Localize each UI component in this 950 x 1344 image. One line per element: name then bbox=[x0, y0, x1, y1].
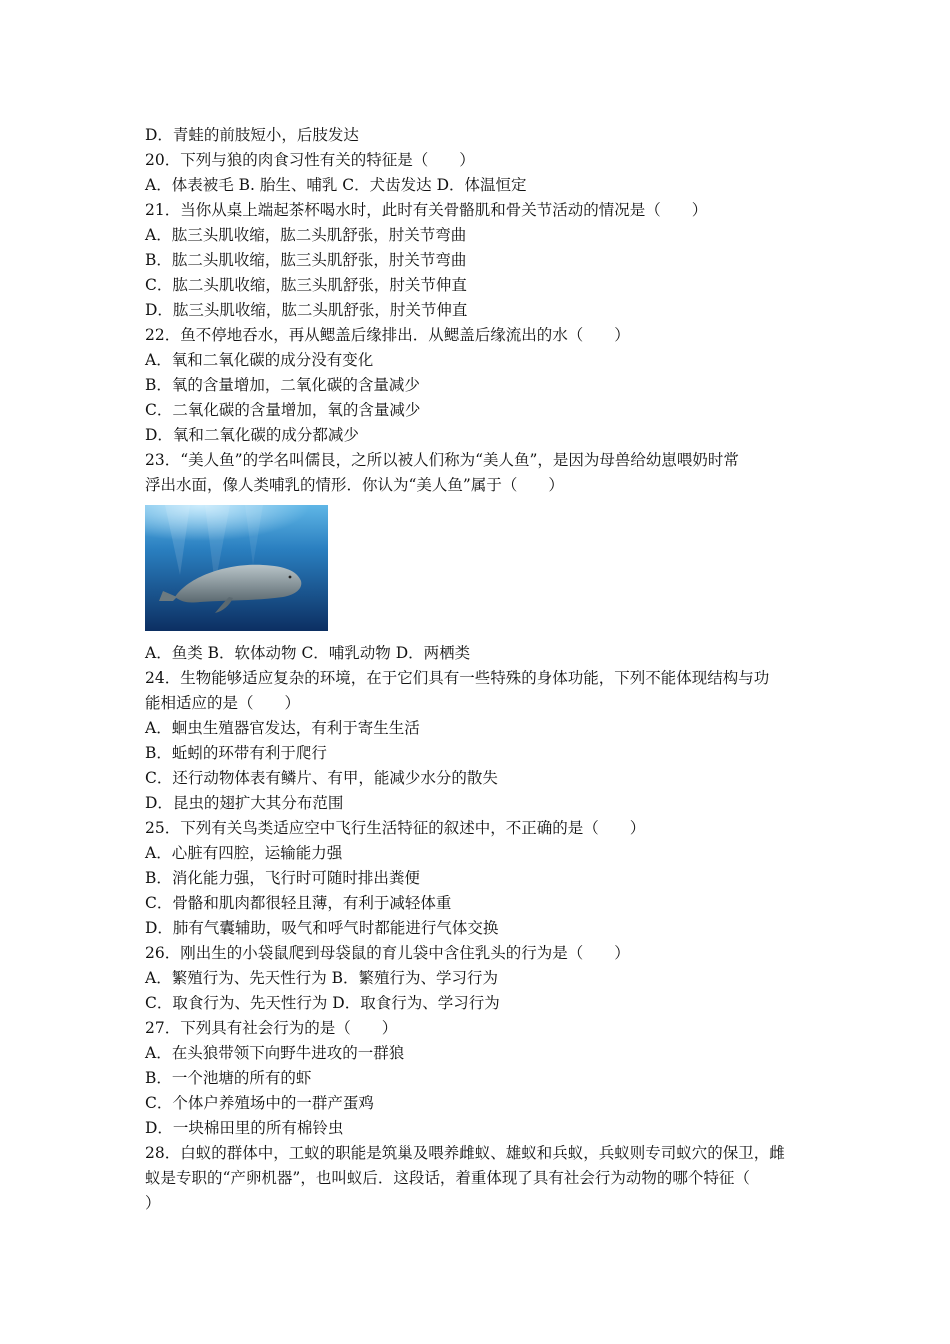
question-text-line: 26．刚出生的小袋鼠爬到母袋鼠的育儿袋中含住乳头的行为是（ ） bbox=[145, 944, 630, 962]
question-text-line: 21．当你从桌上端起茶杯喝水时，此时有关骨骼肌和骨关节活动的情况是（ ） bbox=[145, 201, 708, 219]
question-text-line: C．骨骼和肌肉都很轻且薄，有利于减轻体重 bbox=[145, 894, 452, 912]
question-text-line: C．二氧化碳的含量增加，氧的含量减少 bbox=[145, 401, 421, 419]
question-text-line: D．青蛙的前肢短小，后肢发达 bbox=[145, 126, 359, 144]
question-content bbox=[145, 123, 810, 1216]
question-text-line: A．鱼类 B．软体动物 C．哺乳动物 D．两栖类 bbox=[145, 644, 471, 662]
question-text-line: B．肱二头肌收缩，肱三头肌舒张，肘关节弯曲 bbox=[145, 251, 467, 269]
dugong-icon bbox=[145, 505, 328, 631]
question-text-line: B．氧的含量增加，二氧化碳的含量减少 bbox=[145, 376, 420, 394]
question-text-line: 25．下列有关鸟类适应空中飞行生活特征的叙述中，不正确的是（ ） bbox=[145, 819, 646, 837]
question-text-line: B．消化能力强，飞行时可随时排出粪便 bbox=[145, 869, 420, 887]
question-text-line: A．蛔虫生殖器官发达，有利于寄生生活 bbox=[145, 719, 420, 737]
question-text-line: C．肱二头肌收缩，肱三头肌舒张，肘关节伸直 bbox=[145, 276, 467, 294]
question-text-line: A．肱三头肌收缩，肱二头肌舒张，肘关节弯曲 bbox=[145, 226, 467, 244]
question-text-line: A．在头狼带领下向野牛进攻的一群狼 bbox=[145, 1044, 405, 1062]
question-text-line: D．昆虫的翅扩大其分布范围 bbox=[145, 794, 344, 812]
question-text-line: C．还行动物体表有鳞片、有甲，能减少水分的散失 bbox=[145, 769, 498, 787]
question-text-line: D．肱三头肌收缩，肱二头肌舒张，肘关节伸直 bbox=[145, 301, 468, 319]
question-text-line: C．取食行为、先天性行为 D．取食行为、学习行为 bbox=[145, 994, 500, 1012]
questions-block-1 bbox=[145, 123, 810, 498]
question-text-line: 22．鱼不停地吞水，再从鳃盖后缘排出．从鳃盖后缘流出的水（ ） bbox=[145, 326, 630, 344]
question-text-line: 浮出水面，像人类哺乳的情形．你认为“美人鱼”属于（ ） bbox=[145, 476, 564, 494]
questions-block-2 bbox=[145, 641, 810, 1216]
question-text-line: 能相适应的是（ ） bbox=[145, 694, 301, 712]
question-text-line: 24．生物能够适应复杂的环境，在于它们具有一些特殊的身体功能，下列不能体现结构与功 bbox=[145, 669, 770, 687]
question-text-line: B．一个池塘的所有的虾 bbox=[145, 1069, 312, 1087]
question-text-line: 28．白蚁的群体中，工蚁的职能是筑巢及喂养雌蚁、雄蚁和兵蚁，兵蚁则专司蚁穴的保卫，雌 bbox=[145, 1144, 785, 1162]
question-text-line: 27．下列具有社会行为的是（ ） bbox=[145, 1019, 398, 1037]
question-text-line: 20．下列与狼的肉食习性有关的特征是（ ） bbox=[145, 151, 475, 169]
question-text-line: D．一块棉田里的所有棉铃虫 bbox=[145, 1119, 344, 1137]
question-text-line: 蚁是专职的“产卵机器”，也叫蚁后．这段话，着重体现了具有社会行为动物的哪个特征（ bbox=[145, 1169, 750, 1187]
question-text-line: A．体表被毛 B. 胎生、哺乳 C．犬齿发达 D．体温恒定 bbox=[145, 176, 527, 194]
question-text-line: A．繁殖行为、先天性行为 B．繁殖行为、学习行为 bbox=[145, 969, 499, 987]
question-text-line: A．心脏有四腔，运输能力强 bbox=[145, 844, 343, 862]
question-text-line: D．肺有气囊辅助，吸气和呼气时都能进行气体交换 bbox=[145, 919, 499, 937]
question-text-line: ） bbox=[145, 1194, 161, 1212]
question-text-line: C．个体户养殖场中的一群产蛋鸡 bbox=[145, 1094, 374, 1112]
question-text-line: 23．“美人鱼”的学名叫儒艮，之所以被人们称为“美人鱼”，是因为母兽给幼崽喂奶时常 bbox=[145, 451, 739, 469]
dugong-photo bbox=[145, 505, 328, 631]
question-text-line: A．氧和二氧化碳的成分没有变化 bbox=[145, 351, 374, 369]
question-text-line: D．氧和二氧化碳的成分都减少 bbox=[145, 426, 359, 444]
question-text-line: B．蚯蚓的环带有利于爬行 bbox=[145, 744, 327, 762]
